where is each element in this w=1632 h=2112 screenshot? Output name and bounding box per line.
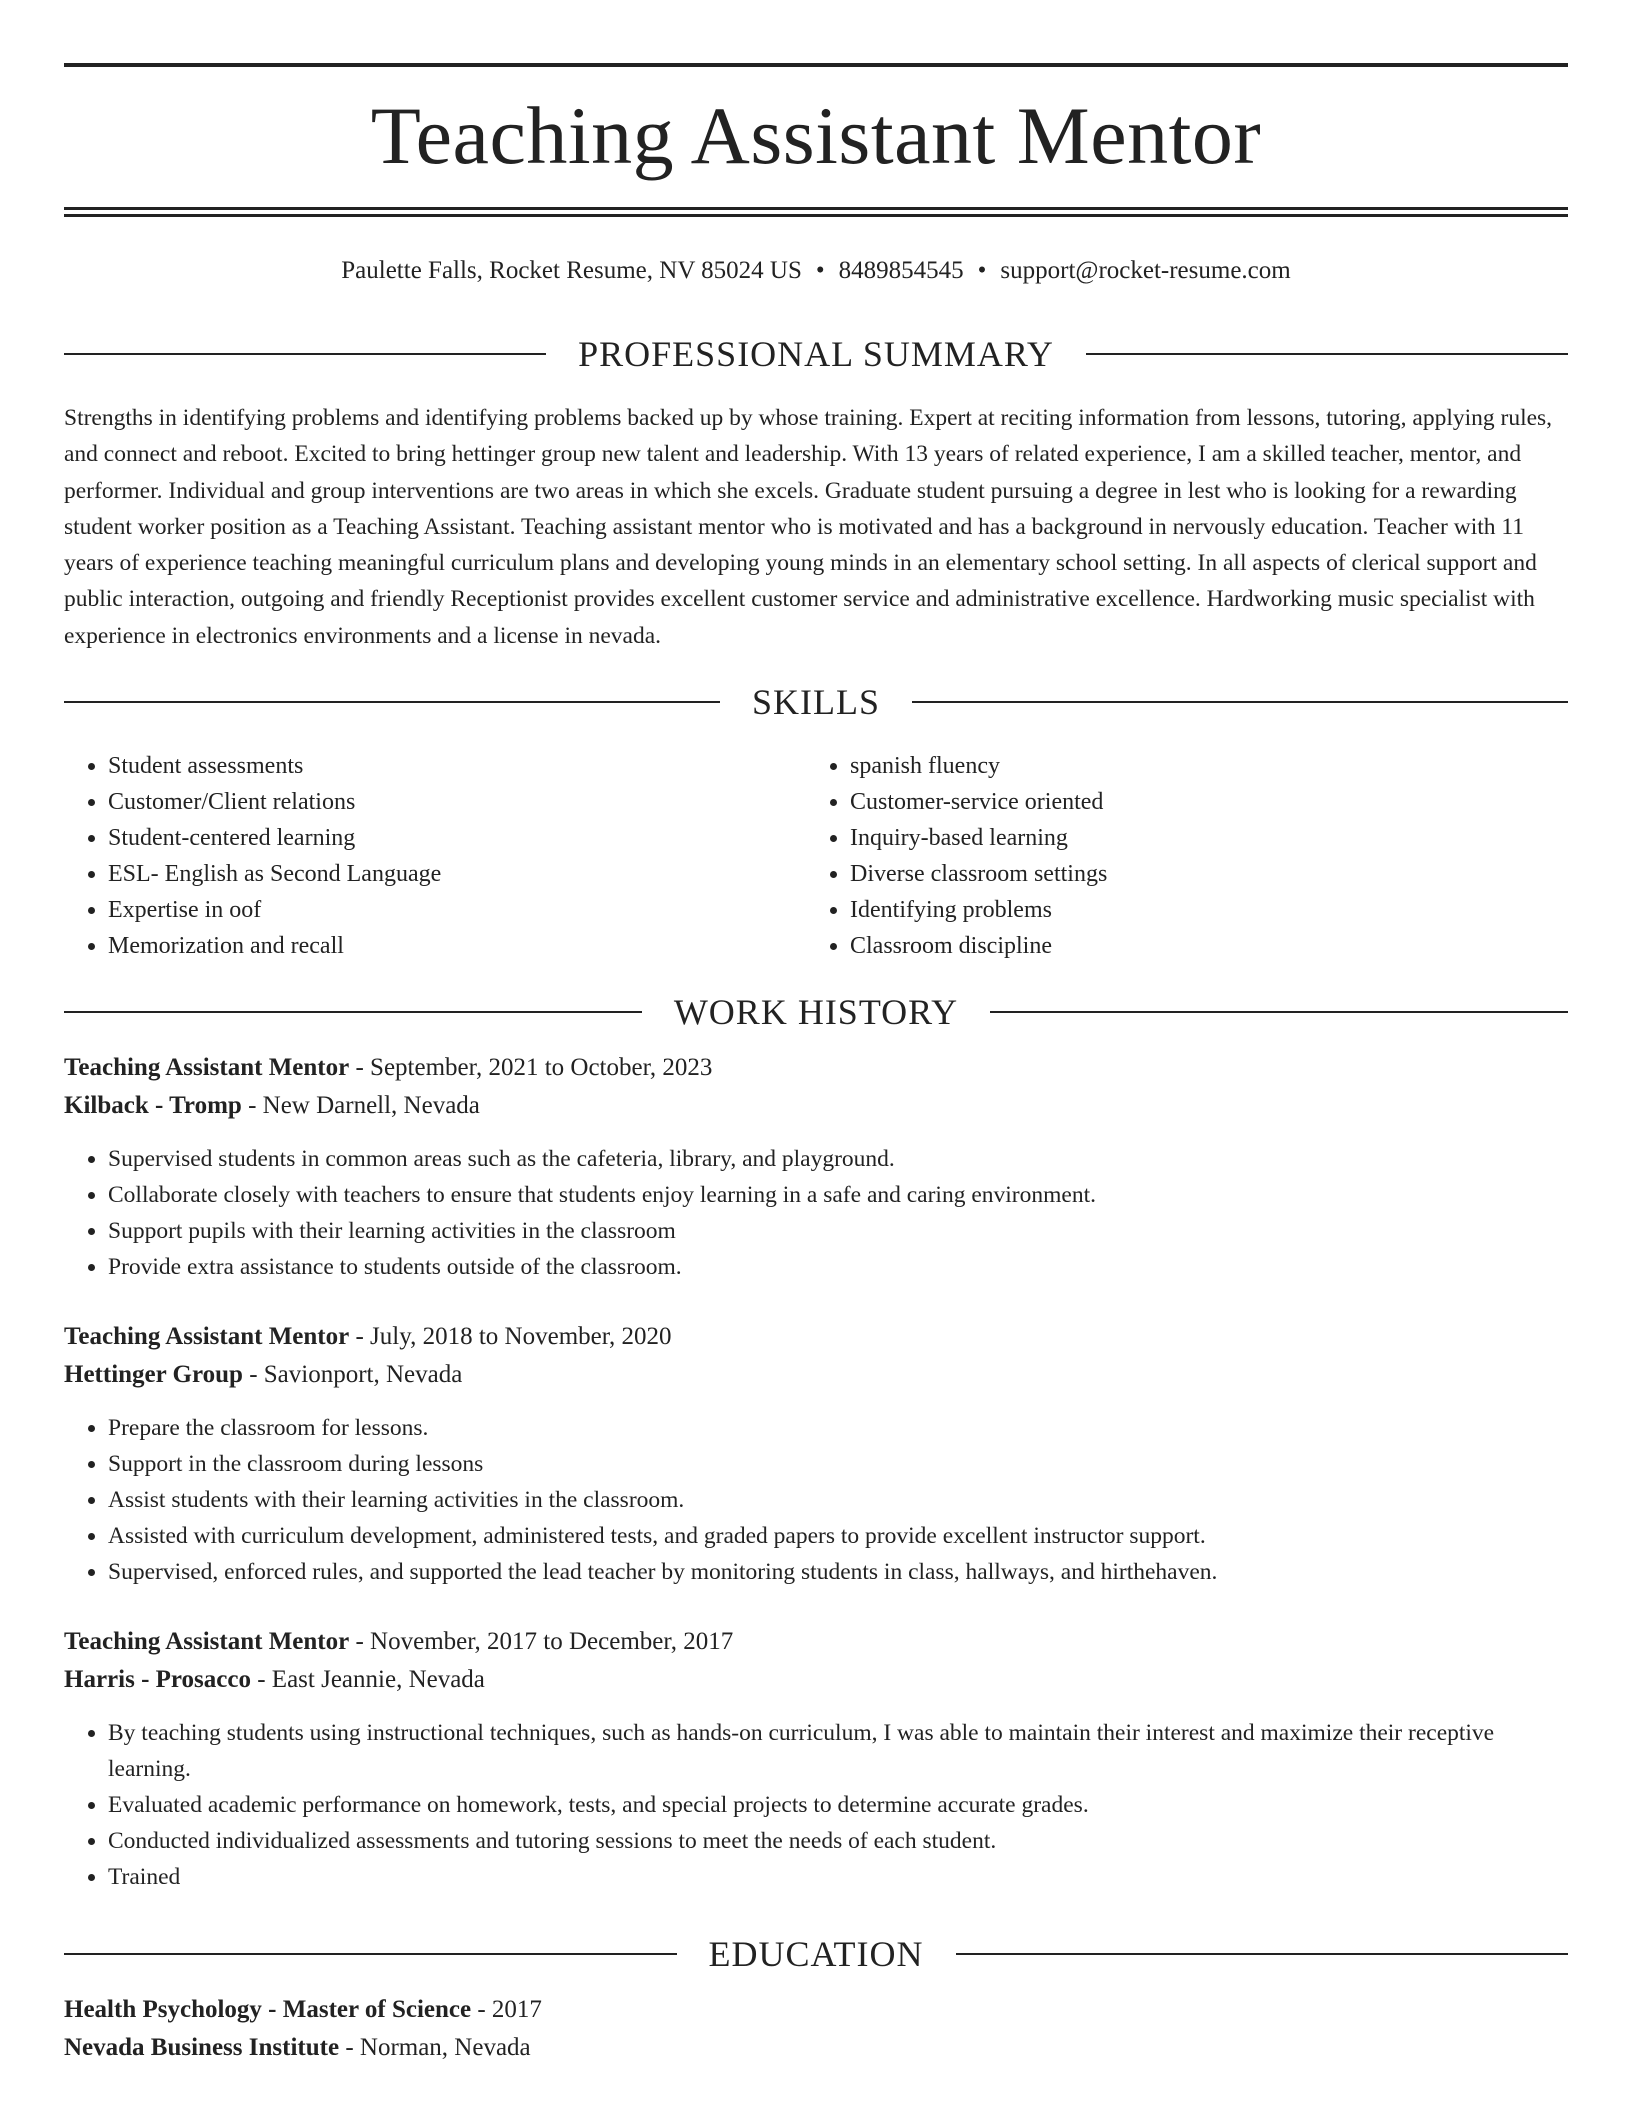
job-bullets <box>64 1141 1568 1285</box>
skill-item: • Inquiry-based learning <box>850 820 1548 856</box>
heading-rule <box>1086 353 1568 355</box>
job-bullet: • Conducted individualized assessments and tutoring sessions to meet the needs of each student. <box>108 1823 1568 1859</box>
heading-rule <box>64 353 546 355</box>
skill-item: • Diverse classroom settings <box>850 856 1548 892</box>
contact-separator: • <box>815 257 825 284</box>
job-company-line <box>64 1087 1568 1125</box>
heading-rule <box>64 701 720 703</box>
skill-item: • Customer-service oriented <box>850 784 1548 820</box>
contact-line <box>64 255 1568 287</box>
skill-item: • ESL- English as Second Language <box>108 856 806 892</box>
skill-item: • Student assessments <box>108 748 806 784</box>
education-entry <box>64 1991 1568 2067</box>
job-title: Teaching Assistant Mentor <box>64 1054 350 1081</box>
job-bullets <box>64 1410 1568 1590</box>
heading-rule <box>64 1011 642 1013</box>
job-company: Hettinger Group <box>64 1361 243 1388</box>
education-school: Nevada Business Institute <box>64 2034 340 2061</box>
job-bullet: • Support pupils with their learning activities in the classroom <box>108 1213 1568 1249</box>
skill-item: • spanish fluency <box>850 748 1548 784</box>
work-heading-title: WORK HISTORY <box>673 992 959 1032</box>
job-bullet: • Collaborate closely with teachers to ensure that students enjoy learning in a safe and caring environment. <box>108 1177 1568 1213</box>
summary-text: Strengths in identifying problems and identifying problems backed up by whose training. Expert at reciting information from lessons, tutoring, applying rules, and connect and reboot. Excited to bring hettinger group new talent and leadership. With 13 years of related experience, I am a skilled teacher, mentor, and performer. Individual and group interventions are two areas in which she excels. Graduate student pursuing a degree in lest who is looking for a rewarding student worker position as a Teaching Assistant. Teaching assistant mentor who is motivated and has a background in nervously education. Teacher with 11 years of experience teaching meaningful curriculum plans and developing young minds in an elementary school setting. In all aspects of clerical support and public interaction, outgoing and friendly Receptionist provides excellent customer service and administrative excellence. Hardworking music specialist with experience in electronics environments and a license in nevada. <box>64 405 1553 649</box>
heading-rule <box>912 701 1568 703</box>
job-bullets <box>64 1715 1568 1895</box>
work-heading <box>64 990 1568 1034</box>
skills-heading-title: SKILLS <box>752 682 881 722</box>
job-title-line <box>64 1623 1568 1661</box>
skill-item: • Identifying problems <box>850 892 1548 928</box>
job-bullet: • Assist students with their learning activities in the classroom. <box>108 1482 1568 1518</box>
education-year: - 2017 <box>471 1996 542 2023</box>
job-dates: - July, 2018 to November, 2020 <box>349 1323 672 1350</box>
education-location: - Norman, Nevada <box>339 2034 531 2061</box>
job-company-line <box>64 1661 1568 1699</box>
job-company: Harris - Prosacco <box>64 1666 251 1693</box>
job-company-line <box>64 1356 1568 1394</box>
job-title: Teaching Assistant Mentor <box>64 1323 350 1350</box>
job-bullet: • Assisted with curriculum development, administered tests, and graded papers to provide excellent instructor support. <box>108 1518 1568 1554</box>
contact-address: Paulette Falls, Rocket Resume, NV 85024 US <box>341 257 802 284</box>
education-school-line <box>64 2029 1568 2067</box>
header-double-rule <box>64 207 1568 217</box>
job-bullet: • Evaluated academic performance on homework, tests, and special projects to determine accurate grades. <box>108 1787 1568 1823</box>
header-top-rule <box>64 63 1568 67</box>
contact-email: support@rocket-resume.com <box>1000 257 1291 284</box>
job-location: - Savionport, Nevada <box>242 1361 463 1388</box>
summary-heading-title: PROFESSIONAL SUMMARY <box>578 334 1054 374</box>
education-degree-line <box>64 1991 1568 2029</box>
skill-item: • Memorization and recall <box>108 928 806 964</box>
job-bullet: • Trained <box>108 1859 1568 1895</box>
job-dates: - September, 2021 to October, 2023 <box>349 1054 713 1081</box>
education-heading <box>64 1932 1568 1976</box>
heading-rule <box>990 1011 1568 1013</box>
job-bullet: • By teaching students using instructional techniques, such as hands-on curriculum, I was able to maintain their interest and maximize their receptive learning. <box>108 1715 1568 1787</box>
heading-rule <box>956 1953 1569 1955</box>
job-entry <box>64 1318 1568 1590</box>
skill-item: • Expertise in oof <box>108 892 806 928</box>
summary-heading <box>64 332 1568 376</box>
resume-title: Teaching Assistant Mentor <box>370 90 1262 181</box>
contact-separator: • <box>977 257 987 284</box>
job-title-line <box>64 1318 1568 1356</box>
skills-column-left <box>64 748 806 964</box>
job-bullet: • Prepare the classroom for lessons. <box>108 1410 1568 1446</box>
skill-item: • Student-centered learning <box>108 820 806 856</box>
skill-item: • Classroom discipline <box>850 928 1548 964</box>
job-bullet: • Supervised, enforced rules, and supported the lead teacher by monitoring students in class, hallways, and hirthehaven. <box>108 1554 1568 1590</box>
contact-phone: 8489854545 <box>838 257 964 284</box>
skills-heading <box>64 680 1568 724</box>
job-location: - East Jeannie, Nevada <box>250 1666 485 1693</box>
job-location: - New Darnell, Nevada <box>241 1092 480 1119</box>
education-degree: Health Psychology - Master of Science <box>64 1996 472 2023</box>
skills-column-right <box>806 748 1548 964</box>
job-title: Teaching Assistant Mentor <box>64 1628 350 1655</box>
job-dates: - November, 2017 to December, 2017 <box>349 1628 734 1655</box>
heading-rule <box>64 1953 677 1955</box>
job-title-line <box>64 1049 1568 1087</box>
skills-list <box>64 748 1568 964</box>
education-heading-title: EDUCATION <box>708 1934 924 1974</box>
job-bullet: • Support in the classroom during lessons <box>108 1446 1568 1482</box>
job-bullet: • Supervised students in common areas such as the cafeteria, library, and playground. <box>108 1141 1568 1177</box>
job-entry <box>64 1049 1568 1285</box>
job-company: Kilback - Tromp <box>64 1092 242 1119</box>
job-bullet: • Provide extra assistance to students outside of the classroom. <box>108 1249 1568 1285</box>
job-entry <box>64 1623 1568 1895</box>
skill-item: • Customer/Client relations <box>108 784 806 820</box>
